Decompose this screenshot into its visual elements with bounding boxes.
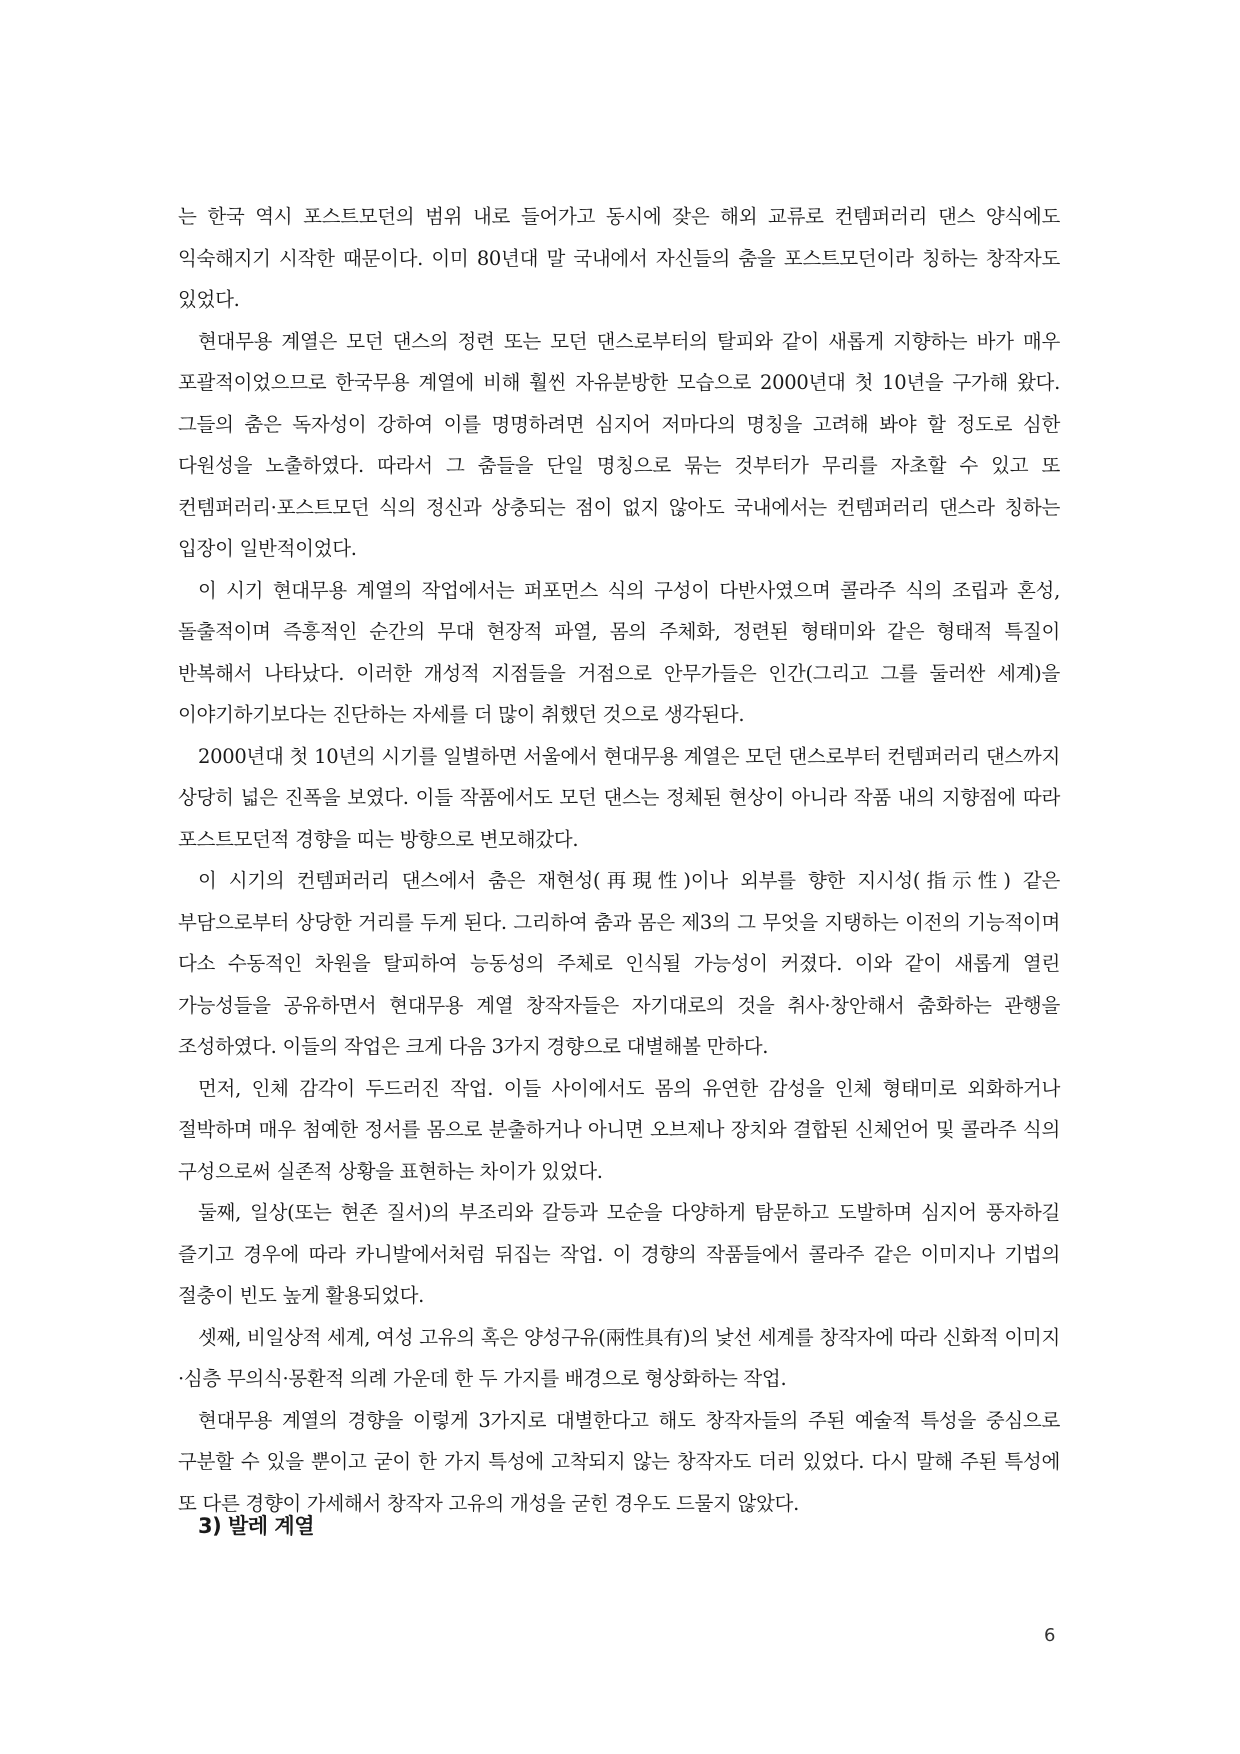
paragraph: 2000년대 첫 10년의 시기를 일별하면 서울에서 현대무용 계열은 모던 댄스로부터 컨템퍼러리 댄스까지 상당히 넓은 진폭을 보였다. 이들 작품에서도 모던 댄스는 정체된 현상이 아니라 작품 내의 지향점에 따라 포스트모던적 경향을 띠는 방향으로 변모해갔다.	[178, 744, 1060, 851]
paragraph: 현대무용 계열은 모던 댄스의 정련 또는 모던 댄스로부터의 탈피와 같이 새롭게 지향하는 바가 매우 포괄적이었으므로 한국무용 계열에 비해 훨씬 자유분방한 모습으로 2000년대 첫 10년을 구가해 왔다. 그들의 춤은 독자성이 강하여 이를 명명하려면 심지어 저마다의 명칭을 고려해 봐야 할 정도로 심한 다원성을 노출하였다. 따라서 그 춤들을 단일 명칭으로 묶는 것부터가 무리를 자초할 수 있고 또 컨템퍼러리·포스트모던 식의 정신과 상충되는 점이 없지 않아도 국내에서는 컨템퍼러리 댄스라 칭하는 입장이 일반적이었다.	[178, 329, 1060, 560]
paragraph-continuation: 는 한국 역시 포스트모던의 범위 내로 들어가고 동시에 잦은 해외 교류로 컨템퍼러리 댄스 양식에도 익숙해지기 시작한 때문이다. 이미 80년대 말 국내에서 자신들의 춤을 포스트모던이라 칭하는 창작자도 있었다.	[178, 205, 1060, 311]
paragraph: 이 시기 현대무용 계열의 작업에서는 퍼포먼스 식의 구성이 다반사였으며 콜라주 식의 조립과 혼성, 돌출적이며 즉흥적인 순간의 무대 현장적 파열, 몸의 주체화, 정련된 형태미와 같은 형태적 특질이 반복해서 나타났다. 이러한 개성적 지점들을 거점으로 안무가들은 인간(그리고 그를 둘러싼 세계)을 이야기하기보다는 진단하는 자세를 더 많이 취했던 것으로 생각된다.	[178, 578, 1060, 726]
paragraph: 현대무용 계열의 경향을 이렇게 3가지로 대별한다고 해도 창작자들의 주된 예술적 특성을 중심으로 구분할 수 있을 뿐이고 굳이 한 가지 특성에 고착되지 않는 창작자도 더러 있었다. 다시 말해 주된 특성에 또 다른 경향이 가세해서 창작자 고유의 개성을 굳힌 경우도 드물지 않았다.	[178, 1408, 1060, 1515]
section-heading: 3) 발레 계열	[198, 1514, 314, 1538]
paragraph: 둘째, 일상(또는 현존 질서)의 부조리와 갈등과 모순을 다양하게 탐문하고 도발하며 심지어 풍자하길 즐기고 경우에 따라 카니발에서처럼 뒤집는 작업. 이 경향의 작품들에서 콜라주 같은 이미지나 기법의 절충이 빈도 높게 활용되었다.	[178, 1201, 1060, 1307]
page-number: 6	[1044, 1625, 1056, 1646]
paragraph: 이 시기의 컨템퍼러리 댄스에서 춤은 재현성(再現性)이나 외부를 향한 지시성(指示性) 같은 부담으로부터 상당한 거리를 두게 된다. 그리하여 춤과 몸은 제3의 그 무엇을 지탱하는 이전의 기능적이며 다소 수동적인 차원을 탈피하여 능동성의 주체로 인식될 가능성이 커졌다. 이와 같이 새롭게 열린 가능성들을 공유하면서 현대무용 계열 창작자들은 자기대로의 것을 취사·창안해서 춤화하는 관행을 조성하였다. 이들의 작업은 크게 다음 3가지 경향으로 대별해볼 만하다.	[178, 869, 1060, 1058]
paragraph: 셋째, 비일상적 세계, 여성 고유의 혹은 양성구유(兩性具有)의 낯선 세계를 창작자에 따라 신화적 이미지·심층 무의식·몽환적 의례 가운데 한 두 가지를 배경으로 형상화하는 작업.	[178, 1325, 1060, 1390]
paragraph: 먼저, 인체 감각이 두드러진 작업. 이들 사이에서도 몸의 유연한 감성을 인체 형태미로 외화하거나 절박하며 매우 첨예한 정서를 몸으로 분출하거나 아니면 오브제나 장치와 결합된 신체언어 및 콜라주 식의 구성으로써 실존적 상황을 표현하는 차이가 있었다.	[178, 1076, 1060, 1183]
body-text	[178, 196, 1060, 1524]
